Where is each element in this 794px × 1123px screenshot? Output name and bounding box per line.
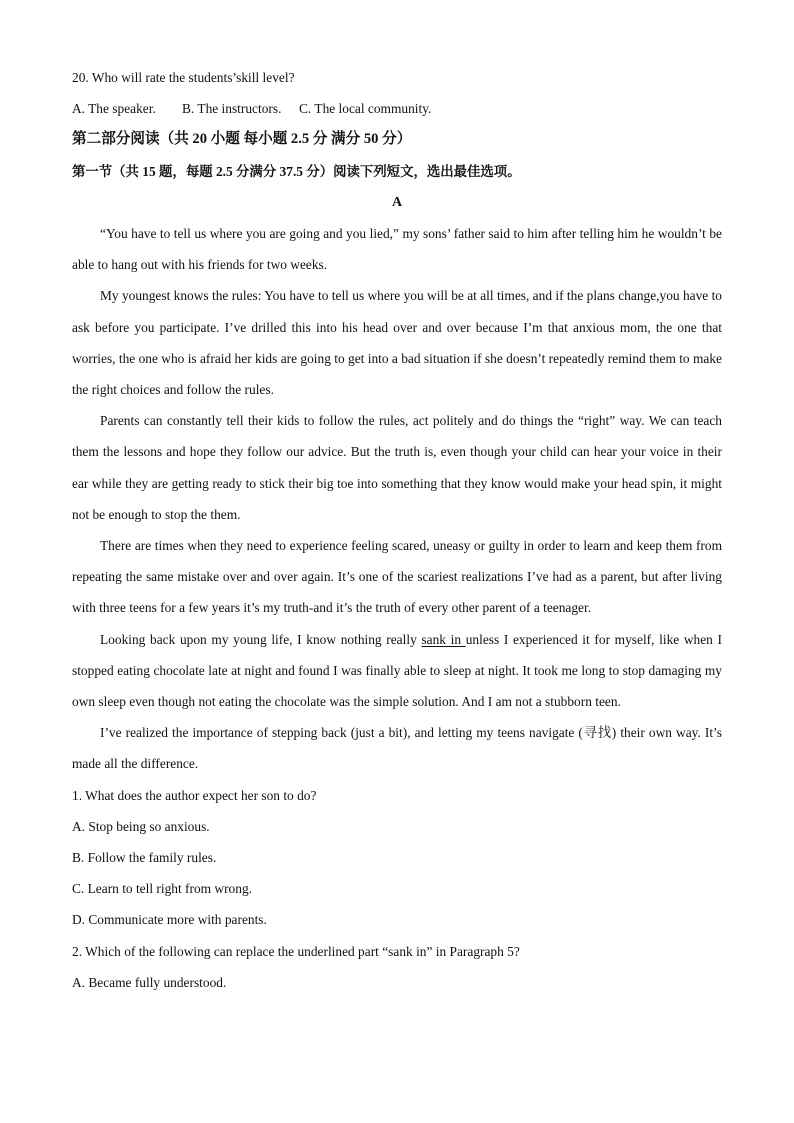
exam-page xyxy=(72,62,722,998)
question-20-option-b: B. The instructors. xyxy=(182,101,282,117)
question-1-option-a: A. Stop being so anxious. xyxy=(72,818,210,834)
question-2-stem: 2. Which of the following can replace the underlined part “sank in” in Paragraph 5? xyxy=(72,943,520,959)
passage-paragraph-6: I’ve realized the importance of stepping back (just a bit), and letting my teens navigate (寻找) their own way. It’s made all the difference. xyxy=(72,725,722,772)
question-1-option-b: B. Follow the family rules. xyxy=(72,850,217,866)
passage-label: A xyxy=(391,194,403,210)
subsection-heading: 第一节（共 15 题，每题 2.5 分满分 37.5 分）阅读下列短文，选出最佳选项。 xyxy=(72,163,521,179)
question-20-option-a: A. The speaker. xyxy=(72,101,156,117)
question-1-option-c: C. Learn to tell right from wrong. xyxy=(72,881,252,897)
passage-paragraph-3: Parents can constantly tell their kids to follow the rules, act politely and do things the “right” way. We can teach them the lessons and hope they follow our advice. But the truth is, even though your child can hear your voice in their ear while they are getting ready to stick their big toe into something that they know would make your head spin, it might not be enough to stop the them. xyxy=(72,413,722,522)
question-20-stem: 20. Who will rate the students’skill level? xyxy=(72,70,295,85)
passage-paragraph-2: My youngest knows the rules: You have to tell us where you will be at all times, and if the plans change,you have to ask before you participate. I’ve drilled this into his head over and over because I’m that anxious mom, the one that worries, the one who is afraid her kids are going to get into a bad situation if she doesn’t repeatedly remind them to make the right choices and follow the rules. xyxy=(72,288,722,398)
section-heading: 第二部分阅读（共 20 小题 每小题 2.5 分 满分 50 分） xyxy=(72,131,412,148)
passage-paragraph-4: There are times when they need to experience feeling scared, uneasy or guilty in order to learn and keep them from repeating the same mistake over and over again. It’s one of the scariest realizations I’ve had as a parent, but after living with three teens for a few years it’s my truth-and it’s the truth of every other parent of a teenager. xyxy=(72,538,722,616)
question-1-stem: 1. What does the author expect her son to do? xyxy=(72,787,317,803)
question-2-option-a: A. Became fully understood. xyxy=(72,974,227,990)
paragraph-5-text-before: Looking back upon my young life, I know nothing really xyxy=(100,631,422,647)
passage-paragraph-1: “You have to tell us where you are going and you lied,” my sons’ father said to him after telling him he wouldn’t be able to hang out with his friends for two weeks. xyxy=(72,226,722,273)
underlined-phrase: sank in xyxy=(421,631,466,647)
question-20-option-c: C. The local community. xyxy=(299,101,432,117)
question-20-options xyxy=(72,93,722,124)
question-1-option-d: D. Communicate more with parents. xyxy=(72,912,267,928)
passage-paragraph-5 xyxy=(72,624,722,718)
paragraph-5-text-after: unless I experienced it for myself, like when I stopped eating chocolate late at night and found I was finally able to sleep at night. It took me long to stop damaging my own sleep even though not eating the chocolate was the simple solution. And I am not a stubborn teen. xyxy=(72,631,722,710)
